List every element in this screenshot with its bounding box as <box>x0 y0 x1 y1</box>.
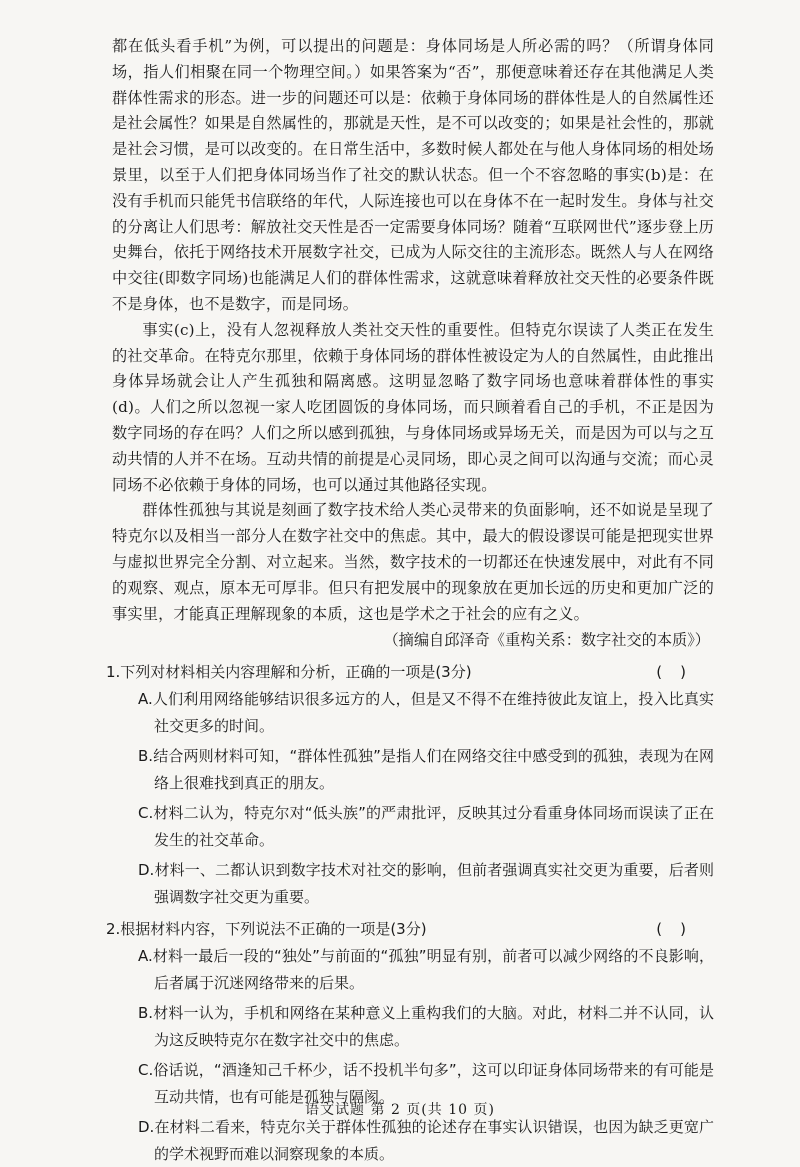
option-letter: D. <box>138 861 155 880</box>
page-footer: 语文试题 第 2 页(共 10 页) <box>305 1102 495 1118</box>
question-2 <box>106 916 714 1167</box>
option-text: 材料一最后一段的“独处”与前面的“孤独”明显有别，前者可以减少网络的不良影响，后者属于沉迷网络带来的后果。 <box>152 947 714 992</box>
option-text: 材料二认为，特克尔对“低头族”的严肃批评，反映其过分看重身体同场而误读了正在发生的社交革命。 <box>153 804 714 849</box>
option-letter: B. <box>138 747 154 766</box>
option-letter: A. <box>138 947 153 966</box>
answer-blank: () <box>656 920 704 939</box>
passage-paragraph: 都在低头看手机”为例，可以提出的问题是：身体同场是人所必需的吗？（所谓身体同场，指人们相聚在同一个物理空间。）如果答案为“否”，那便意味着还存在其他满足人类群体性需求的形态。进一步的问题还可以是：依赖于身体同场的群体性是人的自然属性还是社会属性？如果是自然属性的，那就是天性，是不可以改变的；如果是社会性的，那就是社会习惯，是可以改变的。在日常生活中，多数时候人都处在与他人身体同场的相处场景里，以至于人们把身体同场当作了社交的默认状态。但一个不容忽略的事实(b)是：在没有手机而只能凭书信联络的年代，人际连接也可以在身体不在一起时发生。身体与社交的分离让人们思考：解放社交天性是否一定需要身体同场？随着“互联网世代”逐步登上历史舞台，依托于网络技术开展数字社交，已成为人际交往的主流形态。既然人与人在网络中交往(即数字同场)也能满足人们的群体性需求，这就意味着释放社交天性的必要条件既不是身体，也不是数字，而是同场。 <box>112 37 714 313</box>
option-letter: A. <box>138 690 153 709</box>
option-d <box>126 1114 714 1167</box>
option-letter: C. <box>138 804 154 823</box>
option-text: 在材料二看来，特克尔关于群体性孤独的论述存在事实认识错误，也因为缺乏更宽广的学术视野而难以洞察现象的本质。 <box>154 1118 714 1163</box>
option-c <box>126 800 714 853</box>
option-a <box>126 943 714 996</box>
reading-passage <box>112 34 714 627</box>
option-letter: B. <box>138 1004 154 1023</box>
option-text: 俗话说，“酒逢知己千杯少，话不投机半句多”，这可以印证身体同场带来的有可能是互动共情，也有可能是孤独与隔阂。 <box>153 1061 714 1106</box>
option-text: 人们利用网络能够结识很多远方的人，但是又不得不在维持彼此友谊上，投入比真实社交更多的时间。 <box>152 690 714 735</box>
option-text: 结合两则材料可知，“群体性孤独”是指人们在网络交往中感受到的孤独，表现为在网络上很难找到真正的朋友。 <box>153 747 714 792</box>
answer-blank: () <box>656 663 704 682</box>
option-b <box>126 743 714 796</box>
option-b <box>126 1000 714 1053</box>
option-a <box>126 686 714 739</box>
question-stem: 2.根据材料内容，下列说法不正确的一项是(3分) <box>106 920 427 939</box>
option-text: 材料一、二都认识到数字技术对社交的影响，但前者强调真实社交更为重要，后者则强调数字社交更为重要。 <box>154 861 714 906</box>
passage-paragraph: 事实(c)上，没有人忽视释放人类社交天性的重要性。但特克尔误读了人类正在发生的社交革命。在特克尔那里，依赖于身体同场的群体性被设定为人的自然属性，由此推出身体异场就会让人产生孤独和隔离感。这明显忽略了数字同场也意味着群体性的事实(d)。人们之所以忽视一家人吃团圆饭的身体同场，而只顾着看自己的手机，不正是因为数字同场的存在吗？人们之所以感到孤独，与身体同场或异场无关，而是因为可以与之互动共情的人并不在场。互动共情的前提是心灵同场，即心灵之间可以沟通与交流；而心灵同场不必依赖于身体的同场，也可以通过其他路径实现。 <box>112 320 714 494</box>
question-stem: 1.下列对材料相关内容理解和分析，正确的一项是(3分) <box>106 663 472 682</box>
option-letter: C. <box>138 1061 154 1080</box>
option-d <box>126 857 714 910</box>
passage-paragraph: 群体性孤独与其说是刻画了数字技术给人类心灵带来的负面影响，还不如说是呈现了特克尔以及相当一部分人在数字社交中的焦虑。其中，最大的假设谬误可能是把现实世界与虚拟世界完全分割、对立起来。当然，数字技术的一切都还在快速发展中，对此有不同的观察、观点，原本无可厚非。但只有把发展中的现象放在更加长远的历史和更加广泛的事实里，才能真正理解现象的本质，这也是学术之于社会的应有之义。 <box>112 501 714 623</box>
option-text: 材料一认为，手机和网络在某种意义上重构我们的大脑。对此，材料二并不认同，认为这反映特克尔在数字社交中的焦虑。 <box>153 1004 714 1049</box>
question-1 <box>106 659 714 910</box>
option-letter: D. <box>138 1118 155 1137</box>
passage-source: （摘编自邱泽奇《重构关系：数字社交的本质》） <box>383 631 710 650</box>
